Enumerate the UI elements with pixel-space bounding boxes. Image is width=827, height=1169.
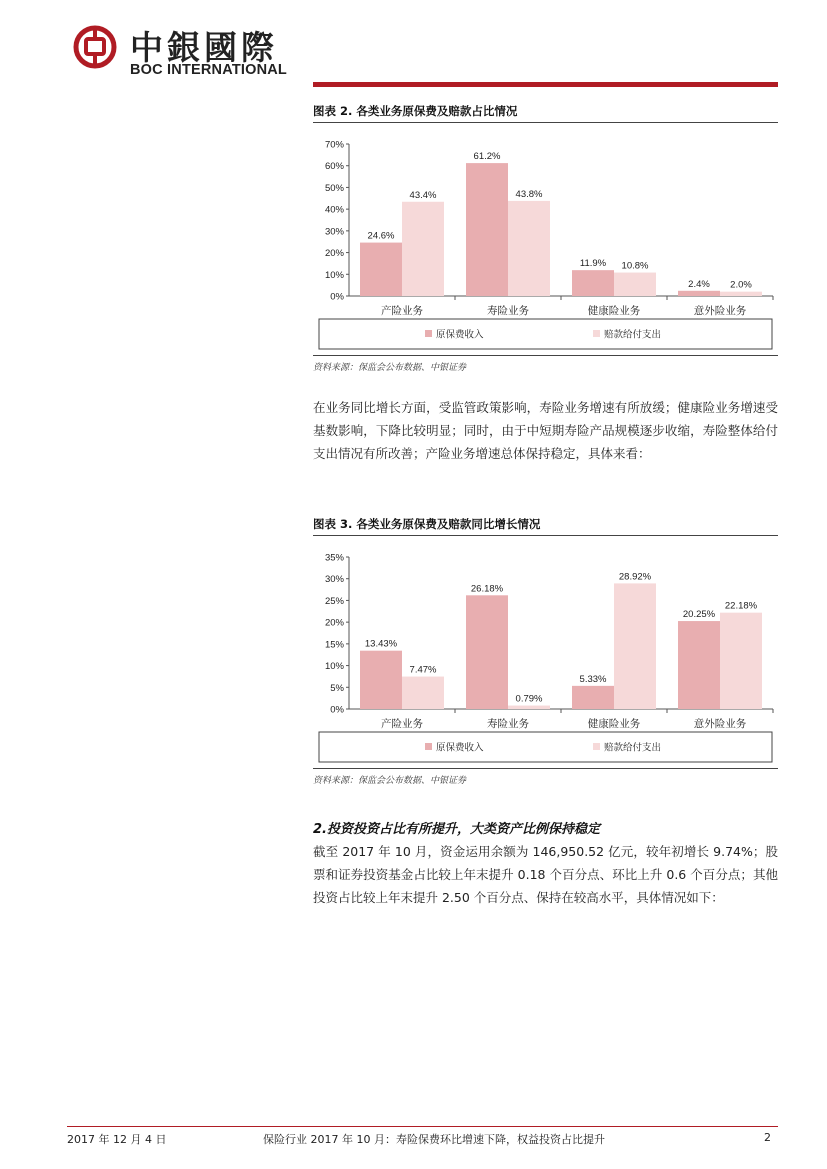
fig2-y-tick-label: 10%	[324, 269, 344, 281]
fig2-y-tick-label: 0%	[330, 291, 344, 303]
fig2-data-label: 24.6%	[367, 230, 395, 242]
fig2-data-label: 43.8%	[515, 188, 543, 200]
fig2-bar-claims	[508, 201, 550, 296]
fig2-bar-premium	[572, 270, 614, 296]
fig3-bar-premium	[466, 595, 508, 709]
fig2-category-label: 意外险业务	[693, 305, 747, 317]
fig3-data-label: 13.43%	[364, 638, 398, 650]
fig3-category-label: 寿险业务	[487, 718, 529, 730]
fig3-category-label: 健康险业务	[587, 718, 641, 730]
fig2-bar-premium	[678, 291, 720, 296]
figure-3-title-rule	[313, 535, 778, 536]
fig3-bar-claims	[614, 583, 656, 709]
fig3-y-tick-label: 0%	[330, 704, 344, 716]
fig2-legend-swatch	[593, 330, 600, 337]
fig3-y-tick-label: 15%	[324, 639, 344, 651]
fig2-y-tick-label: 20%	[324, 248, 344, 260]
figure-2-bottom-rule	[313, 355, 778, 356]
fig2-y-tick-label: 40%	[324, 204, 344, 216]
fig2-bar-premium	[360, 243, 402, 296]
fig3-y-tick-label: 35%	[324, 552, 344, 564]
figure-3-bottom-rule	[313, 768, 778, 769]
fig3-bar-premium	[678, 621, 720, 709]
fig2-data-label: 2.0%	[730, 279, 752, 291]
fig2-data-label: 2.4%	[688, 278, 710, 290]
fig2-bar-claims	[720, 292, 762, 296]
figure-3-chart	[313, 543, 778, 767]
fig2-y-tick-label: 60%	[324, 161, 344, 173]
fig2-bar-premium	[466, 163, 508, 296]
footer-date: 2017 年 12 月 4 日	[67, 1133, 167, 1146]
fig2-y-tick-label: 30%	[324, 226, 344, 238]
fig3-data-label: 7.47%	[409, 664, 437, 676]
boc-logo-icon	[73, 25, 117, 69]
fig3-bar-premium	[572, 686, 614, 709]
fig3-y-tick-label: 10%	[324, 661, 344, 673]
fig3-bar-claims	[508, 706, 550, 709]
fig2-bar-claims	[614, 273, 656, 296]
fig3-y-tick-label: 20%	[324, 617, 344, 629]
fig3-legend-swatch	[425, 743, 432, 750]
fig3-legend-swatch	[593, 743, 600, 750]
footer-rule	[67, 1126, 778, 1127]
fig2-legend-label: 赔款给付支出	[604, 329, 662, 341]
fig3-y-tick-label: 25%	[324, 595, 344, 607]
fig3-legend-label: 原保费收入	[436, 742, 484, 754]
fig3-category-label: 意外险业务	[693, 718, 747, 730]
logo	[73, 24, 313, 80]
fig2-data-label: 10.8%	[621, 260, 649, 272]
fig3-legend-label: 赔款给付支出	[604, 742, 662, 754]
figure-3-title: 图表 3. 各类业务原保费及赔款同比增长情况	[313, 517, 541, 531]
fig3-y-tick-label: 30%	[324, 574, 344, 586]
fig3-data-label: 28.92%	[618, 571, 652, 583]
fig3-data-label: 5.33%	[579, 673, 607, 685]
fig2-legend-box	[319, 319, 772, 349]
fig3-category-label: 产险业务	[381, 718, 423, 730]
fig3-data-label: 22.18%	[724, 600, 758, 612]
figure-2-chart	[313, 130, 778, 354]
fig3-bar-claims	[720, 613, 762, 709]
fig2-category-label: 健康险业务	[587, 305, 641, 317]
fig3-bar-premium	[360, 651, 402, 709]
fig3-data-label: 20.25%	[682, 609, 716, 621]
fig2-data-label: 43.4%	[409, 189, 437, 201]
fig3-bar-claims	[402, 677, 444, 709]
fig2-data-label: 61.2%	[473, 151, 501, 163]
fig2-category-label: 产险业务	[381, 305, 423, 317]
fig2-category-label: 寿险业务	[487, 305, 529, 317]
section-heading: 2.投资投资占比有所提升，大类资产比例保持稳定	[313, 822, 600, 837]
body-paragraph-2: 截至 2017 年 10 月，资金运用余额为 146,950.52 亿元，较年初增长 9.74%；股票和证券投资基金占比较上年末提升 0.18 个百分点、环比上升 0.6 个百分点；其他投资占比较上年末提升 2.50 个百分点、保持在较高水平，具体情况如下：	[313, 844, 778, 905]
footer-report-title: 保险行业 2017 年 10 月：寿险保费环比增速下降，权益投资占比提升	[263, 1133, 605, 1146]
fig3-y-tick-label: 5%	[330, 682, 344, 694]
fig3-legend-box	[319, 732, 772, 762]
figure-2-title-rule	[313, 122, 778, 123]
body-paragraph-1: 在业务同比增长方面，受监管政策影响，寿险业务增速有所放缓；健康险业务增速受基数影响，下降比较明显；同时，由于中短期寿险产品规模逐步收缩，寿险整体给付支出情况有所改善；产险业务增速总体保持稳定，具体来看：	[313, 400, 778, 461]
figure-3-source: 资料来源：保监会公布数据、中银证券	[313, 776, 467, 786]
fig2-legend-swatch	[425, 330, 432, 337]
fig3-data-label: 0.79%	[515, 693, 543, 705]
header-rule	[313, 82, 778, 87]
fig2-y-tick-label: 70%	[324, 139, 344, 151]
fig2-y-tick-label: 50%	[324, 182, 344, 194]
logo-chinese-name: 中銀國際	[130, 28, 278, 67]
footer-page-number: 2	[764, 1131, 771, 1144]
figure-2-title: 图表 2. 各类业务原保费及赔款占比情况	[313, 104, 518, 118]
fig2-bar-claims	[402, 202, 444, 296]
fig3-data-label: 26.18%	[470, 583, 504, 595]
fig2-data-label: 11.9%	[579, 258, 607, 270]
fig2-legend-label: 原保费收入	[436, 329, 484, 341]
logo-english-name: BOC INTERNATIONAL	[130, 62, 287, 78]
figure-2-source: 资料来源：保监会公布数据、中银证券	[313, 363, 467, 373]
